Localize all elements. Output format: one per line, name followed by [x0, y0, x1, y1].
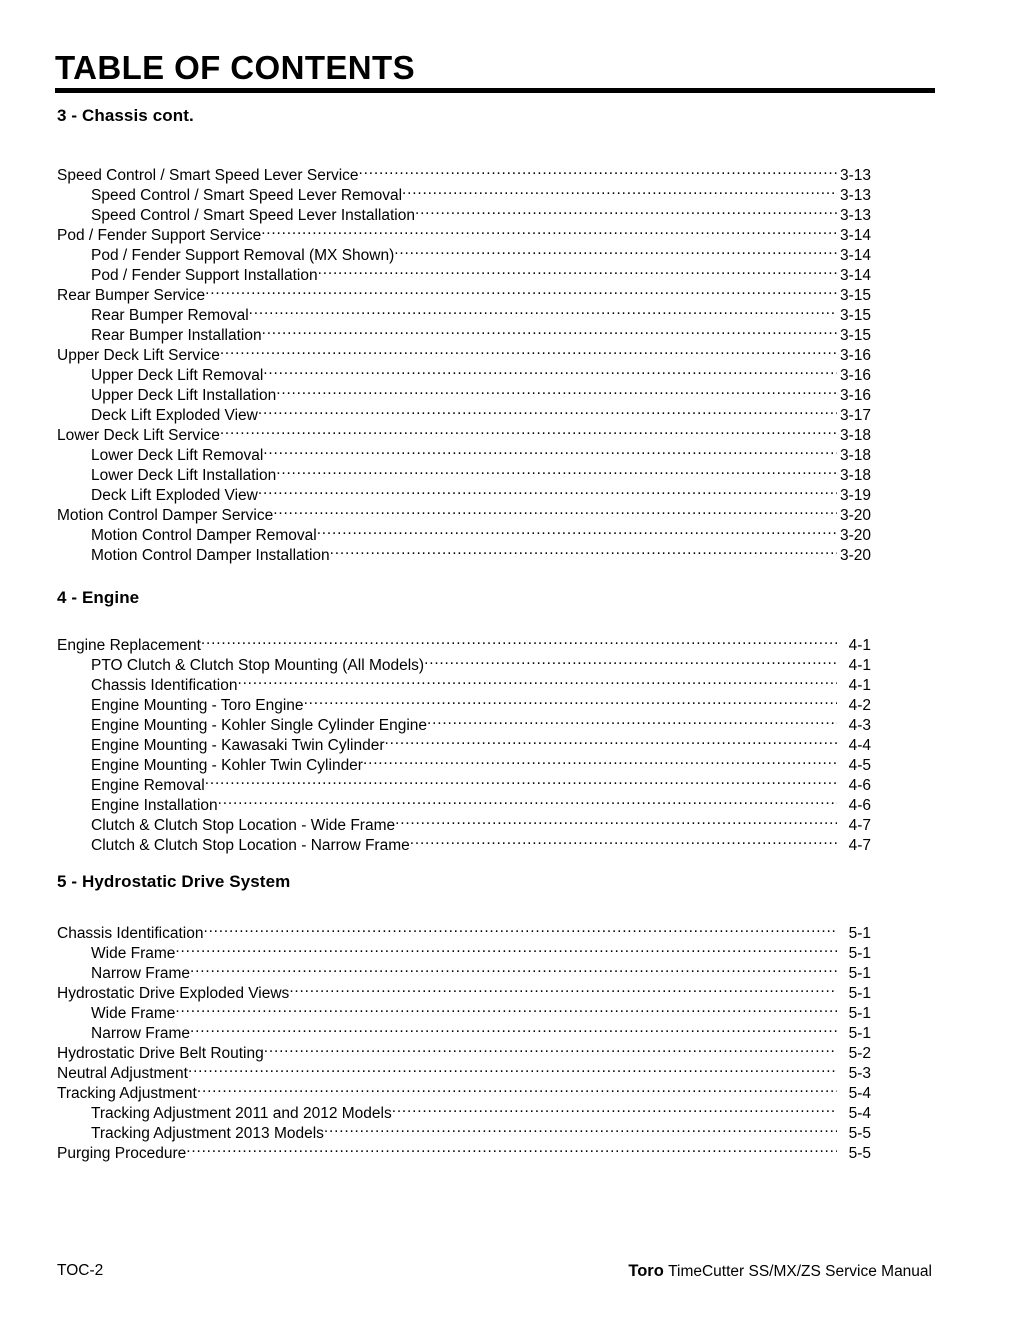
toc-entry-page-number: 5-1 [848, 1025, 871, 1042]
toc-entry-label: Rear Bumper Removal [91, 307, 249, 324]
toc-leader-dots [218, 790, 837, 810]
toc-entry-label: Rear Bumper Service [57, 287, 206, 304]
toc-entry[interactable] [57, 918, 871, 942]
toc-entry-label: Wide Frame [91, 945, 176, 962]
toc-entry-page-number: 5-5 [848, 1145, 871, 1162]
toc-leader-dots [385, 730, 837, 750]
footer-brand-name: Toro [628, 1262, 664, 1280]
toc-entry-label: Deck Lift Exploded View [91, 407, 258, 424]
toc-entry-page-number: 3-14 [839, 227, 871, 244]
toc-entry-label: Narrow Frame [91, 965, 191, 982]
toc-entry-page-number: 3-18 [839, 427, 871, 444]
toc-entry-page-number: 3-14 [839, 267, 871, 284]
toc-leader-dots [276, 460, 837, 480]
toc-leader-dots [318, 260, 837, 280]
toc-leader-dots [249, 300, 837, 320]
toc-entry-label: Upper Deck Lift Service [57, 347, 220, 364]
toc-leader-dots [359, 160, 837, 180]
toc-leader-dots [175, 998, 837, 1018]
toc-leader-dots [188, 1058, 837, 1078]
toc-entry-label: Chassis Identification [57, 925, 204, 942]
toc-entry-page-number: 3-18 [839, 447, 871, 464]
toc-entry-label: Engine Mounting - Kohler Twin Cylinder [91, 757, 363, 774]
toc-entry-page-number: 5-4 [848, 1105, 871, 1122]
toc-entry-label: Upper Deck Lift Installation [91, 387, 277, 404]
toc-entry-page-number: 3-17 [839, 407, 871, 424]
toc-entry-page-number: 5-1 [848, 945, 871, 962]
toc-entry-label: Engine Replacement [57, 637, 201, 654]
toc-leader-dots [330, 540, 837, 560]
footer-page-label: TOC-2 [57, 1262, 104, 1279]
toc-entry[interactable] [57, 630, 871, 654]
toc-entry-label: Speed Control / Smart Speed Lever Removal [91, 187, 403, 204]
toc-entry-label: Chassis Identification [91, 677, 238, 694]
toc-entry-page-number: 4-2 [848, 697, 871, 714]
toc-entry-label: Engine Mounting - Kawasaki Twin Cylinder [91, 737, 385, 754]
toc-entry-label: Clutch & Clutch Stop Location - Wide Frame [91, 817, 396, 834]
toc-leader-dots [205, 280, 837, 300]
toc-entry-label: Wide Frame [91, 1005, 176, 1022]
toc-leader-dots [190, 1018, 837, 1038]
toc-entry-page-number: 5-1 [848, 1005, 871, 1022]
toc-leader-dots [220, 340, 837, 360]
toc-entry[interactable] [57, 160, 871, 184]
toc-entry-page-number: 4-4 [848, 737, 871, 754]
toc-leader-dots [317, 520, 837, 540]
footer-manual-title-text: TimeCutter SS/MX/ZS Service Manual [668, 1263, 932, 1280]
toc-leader-dots [258, 400, 837, 420]
toc-entry[interactable] [57, 938, 871, 962]
toc-leader-dots [263, 360, 837, 380]
toc-leader-dots [237, 670, 837, 690]
toc-leader-dots [261, 220, 837, 240]
toc-leader-dots [175, 938, 837, 958]
toc-entry-page-number: 5-1 [848, 985, 871, 1002]
title-underline-rule [55, 88, 935, 93]
toc-entry-page-number: 4-1 [848, 637, 871, 654]
toc-entry-page-number: 4-1 [848, 677, 871, 694]
toc-entry-page-number: 4-7 [848, 817, 871, 834]
toc-entry-page-number: 4-5 [848, 757, 871, 774]
section-heading: 5 - Hydrostatic Drive System [57, 872, 291, 891]
toc-entry-label: PTO Clutch & Clutch Stop Mounting (All Models) [91, 657, 425, 674]
toc-leader-dots [402, 180, 837, 200]
toc-entry-page-number: 4-1 [848, 657, 871, 674]
toc-entry-label: Purging Procedure [57, 1145, 187, 1162]
toc-entry-page-number: 4-7 [848, 837, 871, 854]
toc-entry-page-number: 3-18 [839, 467, 871, 484]
toc-leader-dots [410, 830, 837, 850]
toc-leader-dots [190, 958, 837, 978]
toc-entry-label: Neutral Adjustment [57, 1065, 188, 1082]
toc-entry-page-number: 5-1 [848, 965, 871, 982]
toc-entry-page-number: 3-13 [839, 207, 871, 224]
toc-entry-label: Motion Control Damper Service [57, 507, 274, 524]
toc-entry-page-number: 3-16 [839, 347, 871, 364]
toc-entry-label: Motion Control Damper Installation [91, 547, 330, 564]
toc-entry-label: Engine Installation [91, 797, 218, 814]
toc-entry-label: Engine Mounting - Kohler Single Cylinder Engine [91, 717, 428, 734]
toc-leader-dots [392, 1098, 837, 1118]
toc-entry-page-number: 3-16 [839, 387, 871, 404]
toc-entry-label: Speed Control / Smart Speed Lever Installation [91, 207, 415, 224]
toc-entry-label: Hydrostatic Drive Exploded Views [57, 985, 290, 1002]
toc-leader-dots [203, 918, 837, 938]
toc-entry-page-number: 5-5 [848, 1125, 871, 1142]
toc-entry-label: Narrow Frame [91, 1025, 191, 1042]
toc-entry-group [57, 918, 871, 1162]
toc-entry-label: Upper Deck Lift Removal [91, 367, 264, 384]
toc-entry-page-number: 3-13 [839, 187, 871, 204]
toc-entry-label: Lower Deck Lift Removal [91, 447, 264, 464]
toc-entry-label: Speed Control / Smart Speed Lever Service [57, 167, 359, 184]
toc-entry-page-number: 4-6 [848, 797, 871, 814]
toc-entry-page-number: 3-19 [839, 487, 871, 504]
toc-entry-label: Lower Deck Lift Installation [91, 467, 277, 484]
page-title: TABLE OF CONTENTS [55, 49, 416, 86]
toc-entry-label: Engine Mounting - Toro Engine [91, 697, 304, 714]
toc-entry-label: Clutch & Clutch Stop Location - Narrow Frame [91, 837, 410, 854]
toc-entry-label: Hydrostatic Drive Belt Routing [57, 1045, 264, 1062]
toc-entry-group [57, 160, 871, 564]
toc-entry-label: Tracking Adjustment [57, 1085, 197, 1102]
toc-leader-dots [262, 320, 837, 340]
toc-leader-dots [427, 710, 837, 730]
toc-entry-group [57, 630, 871, 854]
toc-entry-label: Lower Deck Lift Service [57, 427, 220, 444]
toc-entry-label: Deck Lift Exploded View [91, 487, 258, 504]
toc-leader-dots [276, 380, 837, 400]
toc-leader-dots [424, 650, 837, 670]
toc-entry-label: Rear Bumper Installation [91, 327, 262, 344]
section-heading: 4 - Engine [57, 588, 140, 607]
toc-entry-label: Pod / Fender Support Installation [91, 267, 318, 284]
toc-leader-dots [363, 750, 837, 770]
toc-entry-page-number: 3-15 [839, 327, 871, 344]
toc-entry-label: Engine Removal [91, 777, 205, 794]
section-heading: 3 - Chassis cont. [57, 106, 194, 125]
toc-leader-dots [263, 440, 837, 460]
toc-entry-page-number: 3-20 [839, 547, 871, 564]
toc-entry-page-number: 4-3 [848, 717, 871, 734]
toc-leader-dots [205, 770, 837, 790]
toc-leader-dots [197, 1078, 837, 1098]
toc-entry-page-number: 3-20 [839, 507, 871, 524]
footer-manual-title [628, 1262, 932, 1281]
toc-entry-label: Tracking Adjustment 2011 and 2012 Models [91, 1105, 392, 1122]
toc-leader-dots [220, 420, 837, 440]
toc-leader-dots [258, 480, 837, 500]
toc-leader-dots [324, 1118, 837, 1138]
toc-leader-dots [186, 1138, 837, 1158]
toc-entry-page-number: 3-16 [839, 367, 871, 384]
toc-entry-page-number: 5-1 [848, 925, 871, 942]
toc-entry-page-number: 3-15 [839, 287, 871, 304]
toc-entry-page-number: 5-4 [848, 1085, 871, 1102]
toc-entry-page-number: 3-14 [839, 247, 871, 264]
toc-entry-page-number: 4-6 [848, 777, 871, 794]
toc-leader-dots [264, 1038, 837, 1058]
toc-entry-page-number: 5-2 [848, 1045, 871, 1062]
toc-entry-page-number: 5-3 [848, 1065, 871, 1082]
toc-entry-page-number: 3-13 [839, 167, 871, 184]
toc-leader-dots [304, 690, 837, 710]
toc-leader-dots [394, 240, 837, 260]
toc-entry-page-number: 3-20 [839, 527, 871, 544]
toc-entry-label: Tracking Adjustment 2013 Models [91, 1125, 324, 1142]
toc-leader-dots [395, 810, 837, 830]
toc-entry[interactable] [57, 1018, 871, 1042]
toc-leader-dots [201, 630, 837, 650]
toc-entry-page-number: 3-15 [839, 307, 871, 324]
toc-leader-dots [415, 200, 837, 220]
toc-leader-dots [273, 500, 837, 520]
toc-leader-dots [289, 978, 837, 998]
toc-entry-label: Pod / Fender Support Service [57, 227, 262, 244]
toc-entry[interactable] [57, 998, 871, 1022]
toc-entry[interactable] [57, 958, 871, 982]
toc-entry-label: Pod / Fender Support Removal (MX Shown) [91, 247, 395, 264]
toc-entry-label: Motion Control Damper Removal [91, 527, 317, 544]
